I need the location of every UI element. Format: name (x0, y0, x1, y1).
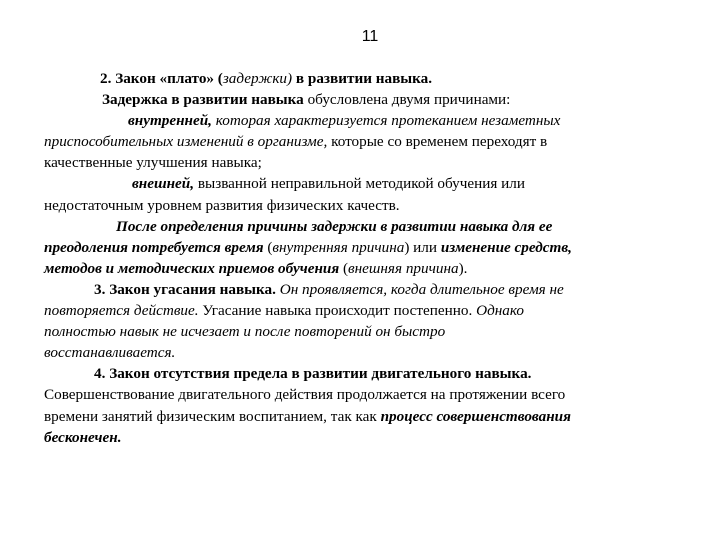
law-2-after-change: изменение средств, (440, 238, 572, 256)
law-4-heading-line (44, 363, 684, 384)
law-2-after-paren-open-2: ( (339, 259, 349, 277)
law-2-heading-italic: задержки) (222, 70, 293, 87)
law-2-internal-line-2 (44, 131, 684, 152)
law-4-line-2: Совершенствование двигательного действия продолжается на протяжении всего (44, 386, 566, 404)
law-2-heading-number: 2. Закон «плато» ( (100, 70, 223, 87)
law-3-heading: 3. Закон угасания навыка. (94, 280, 276, 298)
law-2-internal-term: внутренней, (128, 112, 212, 130)
page-number: 11 (361, 28, 379, 45)
law-2-after-methods: методов и методических приемов обучения (44, 259, 340, 277)
law-3-rest: Угасание навыка происходит постепенно. (198, 302, 473, 320)
law-2-internal-line-3: качественные улучшения навыка; (44, 154, 262, 172)
law-3-line-3: полностью навык не исчезает и после повторений он быстро (44, 323, 446, 341)
law-4-line-4: бесконечен. (44, 428, 122, 446)
law-2-internal-rest-2: которые со временем переходят в (331, 133, 548, 151)
law-2-after-external-cause: внешняя причина (348, 259, 459, 277)
law-2-external-line-1 (44, 173, 684, 194)
law-2-after-internal-cause: внутренняя причина (272, 238, 405, 256)
law-3-line-4: восстанавливается. (44, 344, 176, 362)
document-body (44, 68, 684, 448)
law-2-after-line-2 (44, 237, 684, 258)
law-2-after-paren-open: ( (263, 238, 273, 256)
law-3-italic-1: Он проявляется, когда длительное время не (275, 280, 564, 298)
law-3-italic-2: повторяется действие. (44, 302, 199, 320)
law-2-heading (44, 68, 684, 89)
law-2-external-term: внешней, (132, 175, 195, 193)
law-2-internal-text-2: приспособительных изменений в организме, (44, 133, 332, 151)
law-2-cause-rest: обусловлена двумя причинами: (303, 91, 511, 109)
law-4-process: процесс совершенствования (380, 407, 571, 425)
law-2-internal-line-1 (44, 110, 684, 131)
law-2-after-line-3 (44, 258, 684, 279)
law-3-italic-3: Однако (472, 302, 525, 320)
law-4-line-3 (44, 406, 684, 427)
law-3-line-1 (44, 279, 684, 300)
law-2-after-line-1 (44, 216, 684, 237)
law-3-line-2 (44, 300, 684, 321)
law-2-after-paren-close: ). (458, 259, 468, 277)
law-2-cause-line (44, 89, 684, 110)
law-2-cause-bold: Задержка в развитии навыка (102, 91, 304, 109)
law-4-heading: 4. Закон отсутствия предела в развитии двигательного навыка. (94, 365, 532, 383)
law-2-internal-text-1: которая характеризуется протеканием незаметных (211, 112, 561, 130)
law-2-after-time: преодоления потребуется время (44, 238, 264, 256)
law-4-text-3: времени занятий физическим воспитанием, так как (44, 407, 381, 425)
law-2-external-line-2: недостаточным уровнем развития физических качеств. (44, 196, 400, 214)
law-2-after-text-1: После определения причины задержки в развитии навыка для ее (116, 217, 553, 235)
law-2-heading-rest: в развитии навыка. (292, 70, 433, 87)
law-2-external-text-1: вызванной неправильной методикой обучения или (194, 175, 525, 193)
law-2-after-or: ) или (404, 238, 441, 256)
